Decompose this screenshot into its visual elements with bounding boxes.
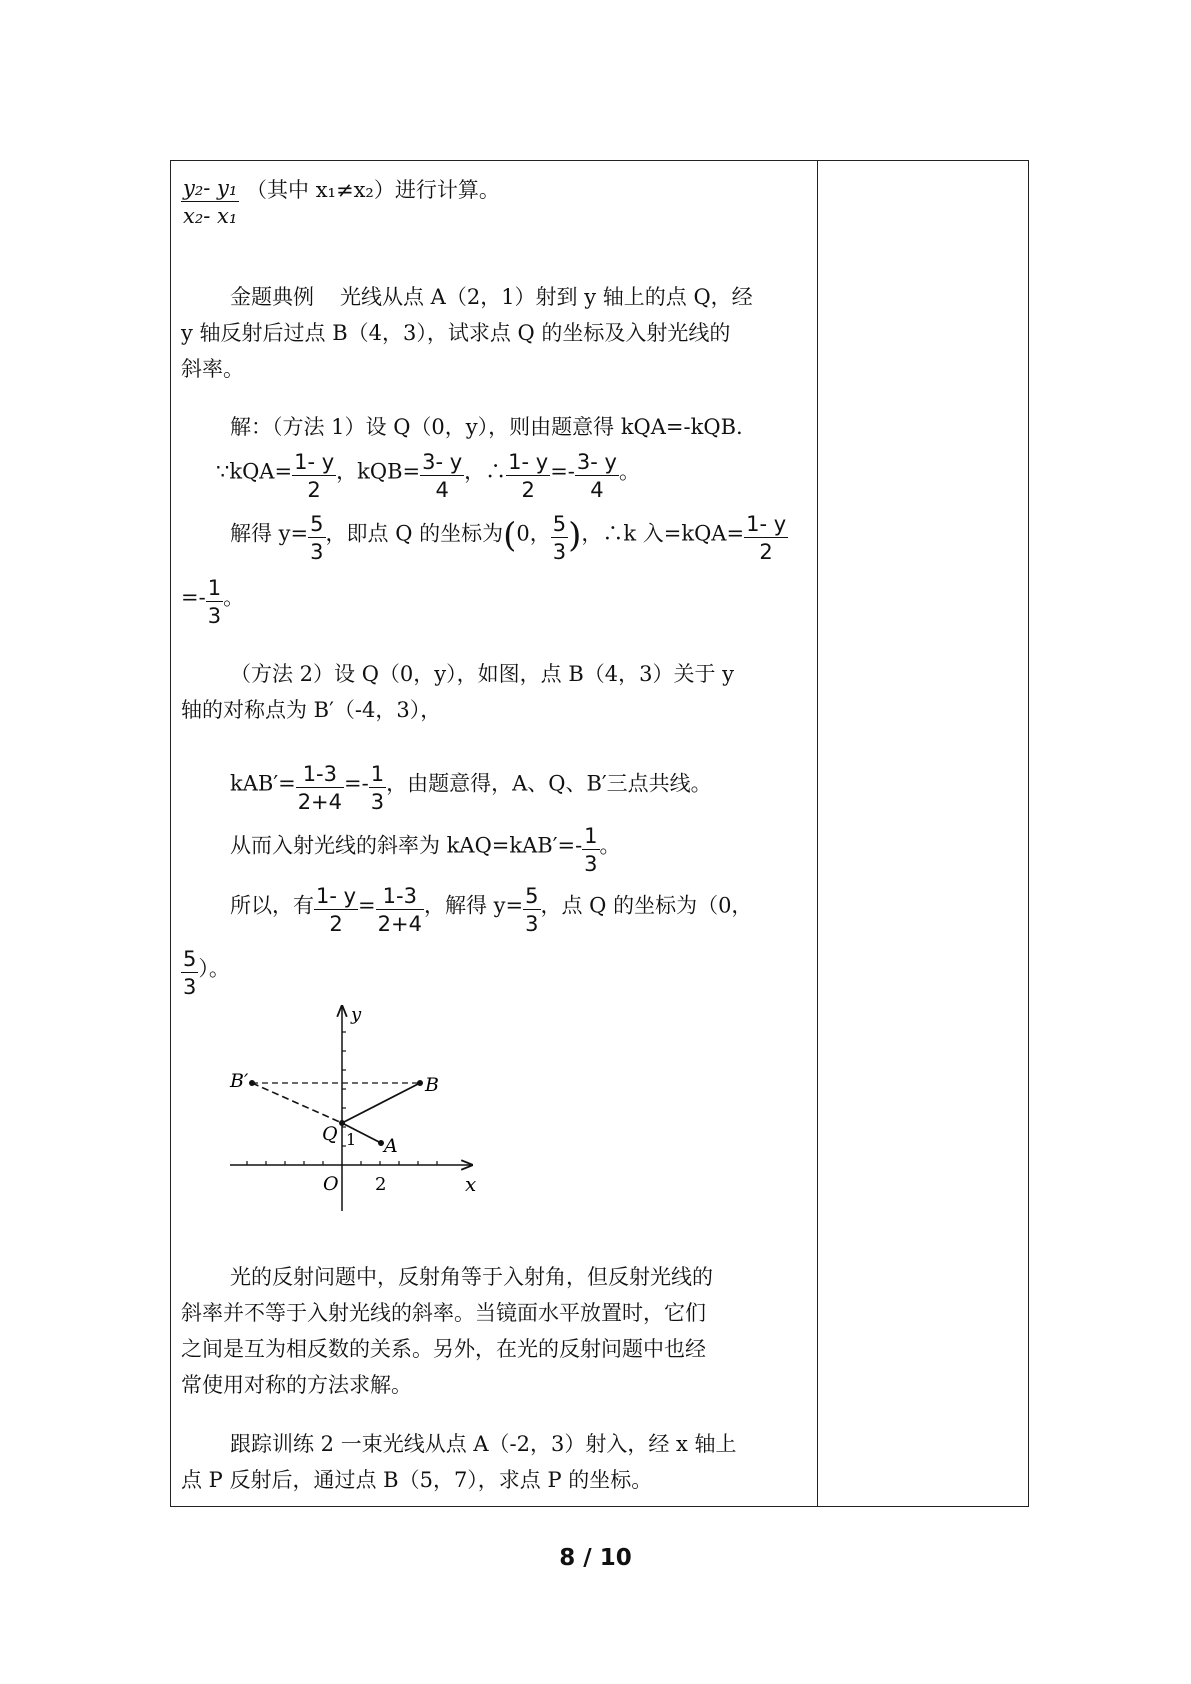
label-y-axis: y — [351, 1004, 362, 1025]
exercise-line-2: 点 P 反射后，通过点 B（5，7），求点 P 的坐标。 — [181, 1468, 653, 1492]
fraction-denominator: x₂- x₁ — [183, 204, 238, 229]
text-segment: 从而入射光线的斜率为 kAQ=kAB′=- — [230, 833, 583, 858]
fraction-numerator: 1- y — [314, 885, 358, 910]
text-segment: 。 — [223, 585, 245, 610]
fraction — [582, 825, 599, 875]
fraction — [181, 948, 198, 998]
method1-line-4 — [181, 574, 245, 629]
text-segment: ，即点 Q 的坐标为 — [325, 521, 504, 546]
text-segment: ，由题意得，A、Q、B′三点共线。 — [386, 771, 712, 796]
fraction-denominator: 3 — [183, 975, 197, 1000]
label-tick-1: 1 — [346, 1130, 357, 1149]
dashed-line-bprime-q — [252, 1083, 342, 1123]
fraction-numerator: 1- y — [506, 451, 550, 476]
fraction — [575, 451, 619, 501]
example-line-3: 斜率。 — [181, 357, 244, 381]
fraction-denominator: 2 — [759, 540, 773, 565]
fraction-numerator: 5 — [551, 513, 568, 538]
fraction-denominator: 2+4 — [297, 790, 343, 815]
fraction-numerator: 1- y — [744, 513, 788, 538]
text-segment: =- — [550, 459, 575, 484]
point-b-prime — [249, 1080, 255, 1086]
fraction-numerator: 1 — [369, 763, 386, 788]
reflected-ray-qb — [342, 1083, 420, 1123]
fraction-denominator: 4 — [590, 478, 604, 503]
remark-line-1: 光的反射问题中，反射角等于入射角，但反射光线的 — [230, 1265, 713, 1289]
text-segment: 0， — [516, 521, 551, 546]
fraction-numerator: 5 — [181, 948, 198, 973]
slope-formula-fraction — [181, 177, 239, 227]
text-segment: 。 — [618, 459, 640, 484]
method2-line-6 — [181, 945, 230, 1000]
method2-line-1: （方法 2）设 Q（0，y），如图，点 B（4，3）关于 y — [230, 662, 735, 686]
table-column-divider — [817, 160, 818, 1507]
fraction — [369, 763, 386, 813]
fraction — [292, 451, 336, 501]
fraction — [551, 513, 568, 563]
fraction — [314, 885, 358, 935]
label-b-prime: B′ — [230, 1070, 249, 1092]
fraction-denominator: 4 — [435, 478, 449, 503]
fraction-denominator: 3 — [370, 790, 385, 815]
fraction-denominator: 3 — [525, 912, 539, 937]
example-text: 光线从点 A（2，1）射到 y 轴上的点 Q，经 — [340, 285, 753, 309]
fraction-numerator: y₂- y₁ — [181, 177, 239, 202]
left-paren: ( — [503, 515, 517, 556]
exercise-line-1: 跟踪训练 2 一束光线从点 A（-2，3）射入，经 x 轴上 — [230, 1432, 737, 1456]
reflection-figure — [222, 1003, 482, 1213]
fraction-numerator: 3- y — [420, 451, 464, 476]
fraction-numerator: 5 — [523, 885, 540, 910]
fraction-numerator: 1-3 — [296, 763, 344, 788]
fraction — [523, 885, 540, 935]
fraction — [308, 513, 325, 563]
text-segment: = — [358, 893, 376, 918]
fraction-denominator: 3 — [310, 540, 324, 565]
example-label: 金题典例 — [230, 285, 314, 309]
label-tick-2: 2 — [375, 1174, 387, 1195]
page-number: 8 / 10 — [559, 1545, 632, 1571]
right-paren: ) — [568, 515, 582, 556]
text-segment: ，∴ — [464, 459, 507, 484]
method1-line-2 — [216, 448, 640, 503]
fraction-numerator: 5 — [308, 513, 325, 538]
label-b: B — [425, 1074, 439, 1096]
point-q — [339, 1120, 345, 1126]
fraction — [296, 763, 344, 813]
label-a: A — [384, 1135, 398, 1157]
remark-line-3: 之间是互为相反数的关系。另外，在光的反射问题中也经 — [181, 1337, 706, 1361]
fraction — [376, 885, 424, 935]
fraction-denominator: 2 — [307, 478, 321, 503]
method2-line-2: 轴的对称点为 B′（-4，3）， — [181, 698, 442, 722]
text-segment: 。 — [599, 833, 621, 858]
text-segment: ，解得 y= — [423, 893, 524, 918]
fraction-numerator: 1 — [206, 577, 223, 602]
label-x-axis: x — [465, 1172, 477, 1196]
text-segment: 解得 y= — [230, 521, 309, 546]
fraction-numerator: 1-3 — [376, 885, 424, 910]
remark-line-2: 斜率并不等于入射光线的斜率。当镜面水平放置时，它们 — [181, 1301, 706, 1325]
method2-line-3 — [230, 760, 712, 815]
text-segment: 所以，有 — [230, 893, 314, 918]
text-segment: =- — [181, 585, 206, 610]
slope-formula-line — [181, 174, 500, 229]
method1-line-1: 解：（方法 1）设 Q（0，y），则由题意得 kQA=-kQB. — [230, 415, 743, 439]
fraction — [506, 451, 550, 501]
fraction-denominator: 2 — [521, 478, 535, 503]
fraction — [420, 451, 464, 501]
method2-line-5 — [230, 882, 753, 937]
text-segment: ，∴k 入=kQA= — [581, 521, 745, 546]
fraction-denominator: 3 — [584, 852, 598, 877]
fraction-numerator: 1- y — [292, 451, 336, 476]
text-segment: kAB′= — [230, 771, 296, 796]
fraction — [206, 577, 223, 627]
example-line-1 — [230, 287, 753, 308]
fraction-denominator: 2+4 — [377, 912, 422, 937]
point-b — [417, 1080, 423, 1086]
fraction — [744, 513, 788, 563]
text-segment: ，点 Q 的坐标为（0， — [540, 893, 753, 918]
fraction-denominator: 2 — [329, 912, 343, 937]
remark-line-4: 常使用对称的方法求解。 — [181, 1373, 412, 1397]
text-segment: ∵kQA= — [216, 459, 293, 484]
method1-line-3 — [230, 510, 788, 565]
text-segment: ）。 — [198, 956, 230, 981]
fraction-numerator: 1 — [582, 825, 599, 850]
fraction-denominator: 3 — [552, 540, 567, 565]
example-line-2: y 轴反射后过点 B（4，3），试求点 Q 的坐标及入射光线的 — [181, 321, 731, 345]
label-q: Q — [322, 1123, 338, 1145]
fraction-denominator: 3 — [207, 604, 222, 629]
method2-line-4 — [230, 822, 621, 877]
formula-note: （其中 x₁≠x₂）进行计算。 — [246, 177, 500, 202]
text-segment: ，kQB= — [336, 459, 421, 484]
label-origin: O — [323, 1173, 339, 1195]
fraction-numerator: 3- y — [575, 451, 619, 476]
text-segment: =- — [344, 771, 369, 796]
